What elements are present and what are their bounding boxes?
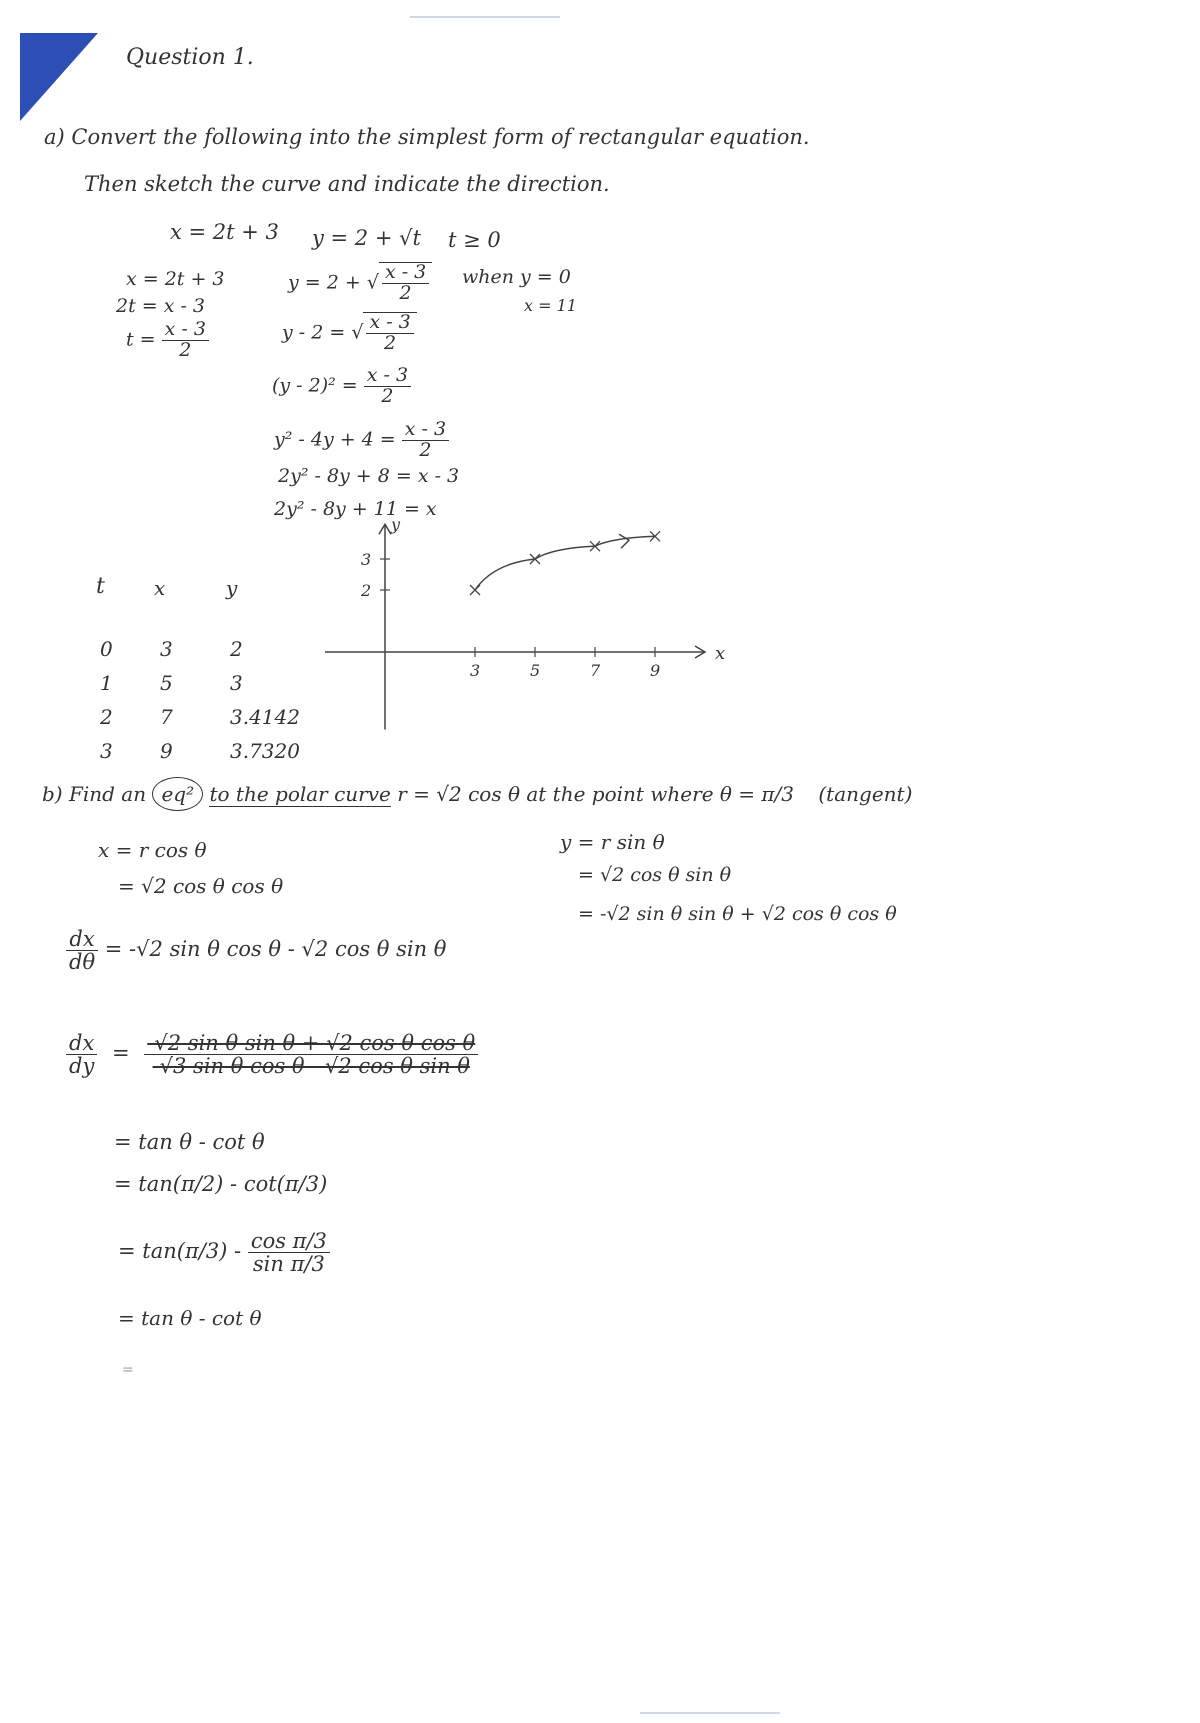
dx-dtheta-num: dx (66, 928, 98, 951)
y-line-1: y = r sin θ (560, 830, 665, 854)
dx-dy-line: $\frac{dx}{dy}$ = $\frac{\text{-√2 sin θ sin θ + √2 cos θ cos θ}}{\text{-√3 sin θ cos θ - √2 cos θ sin θ}}$ (66, 1032, 478, 1077)
cos-frac-den: sin π/3 (252, 1252, 325, 1277)
t-step-1: x = 2t + 3 (126, 268, 225, 290)
step-3-prefix: = tan(π/3) - (118, 1239, 248, 1264)
table-cell-x: 7 (160, 705, 173, 729)
table-cell-y: 3.4142 (230, 705, 300, 729)
x-tick-label: 9 (650, 661, 661, 680)
table-cell-x: 5 (160, 671, 173, 695)
table-header-t: t (96, 574, 105, 599)
cos-frac (248, 1230, 330, 1275)
dx-dtheta-rhs: = -√2 sin θ cos θ - √2 cos θ sin θ (104, 937, 447, 962)
table-cell-t: 0 (100, 637, 113, 661)
x-tick-label: 7 (590, 661, 601, 680)
x-line-2: = √2 cos θ cos θ (118, 874, 284, 898)
sq-prefix: (y - 2)² = (272, 374, 364, 397)
ym2-prefix: y - 2 = (282, 321, 352, 344)
dx-dtheta-den: dθ (69, 950, 96, 975)
part-b-curve: r = √2 cos θ (397, 782, 520, 806)
when-label: when y = 0 (462, 266, 571, 288)
dx-dy-den: dy (69, 1054, 95, 1079)
y-sub-prefix: y = 2 + (288, 271, 367, 294)
question-title: Question 1. (126, 45, 254, 70)
table-cell-x: 9 (160, 739, 173, 763)
exp-num: x - 3 (402, 420, 449, 441)
when-result: x = 11 (524, 296, 577, 315)
y-line-3: = -√2 sin θ sin θ + √2 cos θ cos θ (578, 903, 897, 925)
part-a-prompt-line1: a) Convert the following into the simplest form of rectangular equation. (44, 125, 810, 149)
part-b-note: (tangent) (818, 782, 913, 806)
y-sub-line: y = 2 + √ $\frac{x - 3}{2}$ (288, 262, 432, 304)
table-header-x: x (154, 576, 166, 600)
table-cell-y: 2 (230, 637, 243, 661)
table-cell-t: 2 (100, 705, 113, 729)
dx-dy-frac (66, 1032, 97, 1077)
t-frac-num: x - 3 (162, 320, 209, 341)
part-a-prompt-line2: Then sketch the curve and indicate the direction. (84, 172, 610, 196)
part-b-post: at the point where θ = π/3 (526, 782, 795, 806)
dx-dy-rhs-den: -√3 sin θ cos θ - √2 cos θ sin θ (152, 1054, 470, 1079)
table-cell-y: 3.7320 (230, 739, 300, 763)
step-1: = tan θ - cot θ (114, 1130, 265, 1154)
final-line: 2y² - 8y + 11 = x (274, 498, 437, 520)
table-cell-y: 3 (230, 671, 243, 695)
ym2-num: x - 3 (366, 313, 413, 334)
ym2-line: y - 2 = √ $\frac{x - 3}{2}$ (282, 312, 417, 354)
x-tick-label: 5 (530, 661, 541, 680)
y-line-2: = √2 cos θ sin θ (578, 864, 732, 886)
given-y: y = 2 + √t (312, 226, 421, 250)
sq-num: x - 3 (364, 366, 411, 387)
part-b-prompt (42, 782, 912, 806)
data-point (470, 585, 480, 595)
dx-dtheta-line (66, 928, 446, 973)
step-3 (118, 1230, 330, 1275)
t-step-2: 2t = x - 3 (116, 295, 206, 317)
t-frac-den: 2 (179, 338, 192, 361)
dx-dy-rhs-frac (144, 1032, 478, 1077)
part-b-mid: to the polar curve (209, 782, 391, 806)
dx-dy-num: dx (66, 1032, 97, 1055)
x-axis-label: x (715, 643, 726, 664)
x-tick-label: 3 (470, 661, 481, 680)
stray-mark: = (122, 1362, 134, 1378)
exp-den: 2 (419, 438, 432, 461)
direction-arrow (619, 534, 629, 548)
part-b-circled: eq² (152, 777, 203, 811)
table-cell-t: 1 (100, 671, 113, 695)
given-cond: t ≥ 0 (448, 228, 501, 252)
dx-dtheta-frac (66, 928, 98, 973)
table-cell-t: 3 (100, 739, 113, 763)
y-tick-label: 3 (361, 550, 372, 569)
step-2: = tan(π/2) - cot(π/3) (114, 1172, 328, 1196)
mult-line: 2y² - 8y + 8 = x - 3 (278, 465, 460, 487)
table-cell-x: 3 (160, 637, 173, 661)
ym2-den: 2 (384, 331, 397, 354)
sq-den: 2 (381, 384, 394, 407)
last-step: = tan θ - cot θ (118, 1306, 262, 1330)
table-header-y: y (226, 576, 238, 600)
given-x: x = 2t + 3 (170, 220, 279, 244)
curve-line (475, 536, 655, 590)
y-sub-num: x - 3 (382, 263, 429, 284)
t-step-3-prefix: t = (126, 328, 162, 351)
y-sub-den: 2 (399, 281, 412, 304)
cos-frac-num: cos π/3 (248, 1230, 330, 1253)
x-line-1: x = r cos θ (98, 838, 207, 862)
dx-dy-rhs-num: -√2 sin θ sin θ + √2 cos θ cos θ (144, 1032, 478, 1055)
y-axis-label: y (391, 515, 401, 535)
part-b-pre: b) Find an (42, 782, 147, 806)
exp-prefix: y² - 4y + 4 = (274, 428, 402, 451)
y-tick-label: 2 (361, 581, 372, 600)
